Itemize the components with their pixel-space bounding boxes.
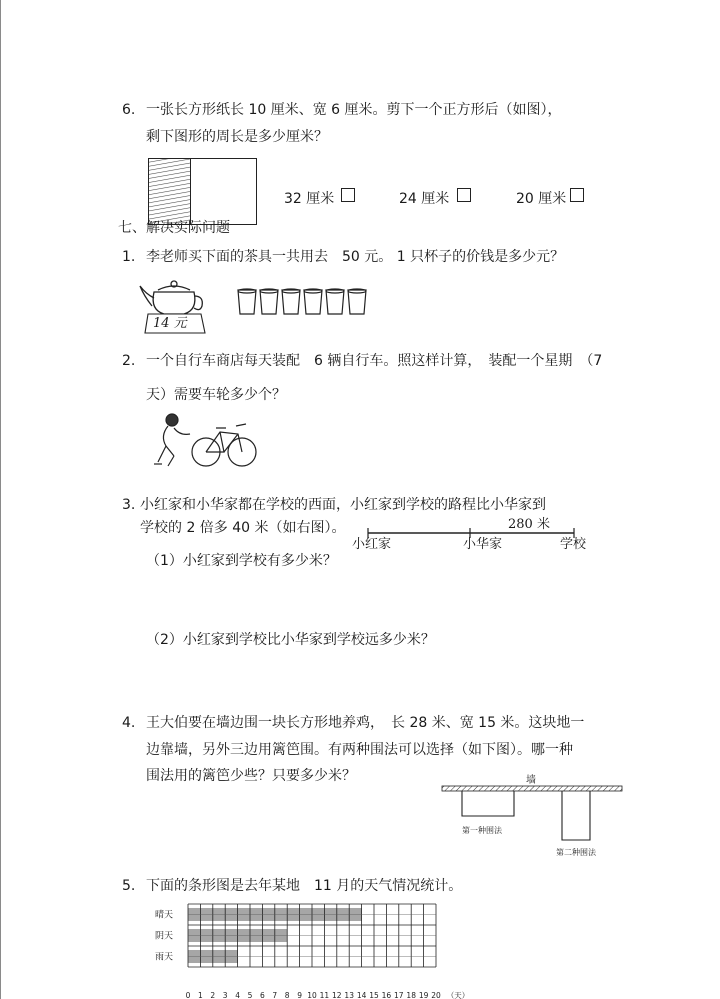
p2-line2: 天）需要车轮多少个？ [146,387,286,403]
p4-number: 4. [122,715,136,731]
category-label: 阴天 [154,931,174,942]
x-unit-label: （天） [446,991,470,999]
method-1-label: 第一种围法 [462,826,502,835]
p3-sub2: （2）小红家到学校比小华家到学校远多少米？ [146,632,435,648]
cup-icon [304,290,322,314]
x-tick-label: 2 [210,991,216,999]
q6-line2: 剩下图形的周长是多少厘米？ [146,129,328,145]
bicycle-assembly-illustration [150,412,260,470]
x-tick-label: 4 [235,991,240,999]
p1-number: 1. [122,249,136,265]
q6-number: 6. [122,102,136,118]
x-tick-label: 15 [369,991,379,999]
p3-number: 3. [122,497,136,513]
weather-bar-chart [140,902,480,999]
cup-icon [282,290,300,314]
x-tick-label: 1 [198,991,203,999]
distance-280m-label: 280 米 [508,517,550,532]
cut-square [149,159,191,225]
p3-sub1: （1）小红家到学校有多少米？ [146,553,337,569]
page-left-edge [0,0,1,999]
p2-number: 2. [122,353,136,369]
teapot-price: 14 元 [153,316,187,331]
category-label: 雨天 [154,952,174,963]
x-tick-label: 8 [284,991,290,999]
x-tick-label: 3 [222,991,228,999]
x-tick-label: 5 [247,991,253,999]
p5-text: 下面的条形图是去年某地 11 月的天气情况统计。 [146,878,463,894]
label-xiaohua-home: 小华家 [463,537,503,552]
method-2-label: 第二种围法 [556,848,596,857]
q6-option-a-label: 32 厘米 [284,191,335,207]
wall-label: 墙 [526,775,536,786]
x-tick-label: 6 [260,991,265,999]
q6-option-c-checkbox[interactable] [570,188,584,202]
x-tick-label: 19 [418,991,429,999]
x-tick-label: 9 [297,991,302,999]
q6-rectangle-figure [148,158,258,226]
x-tick-label: 7 [272,991,278,999]
p4-line1: 王大伯要在墙边围一块长方形地养鸡， 长 28 米、宽 15 米。这块地一 [146,715,585,731]
p5-number: 5. [122,878,136,894]
p2-line1: 一个自行车商店每天装配 6 辆自行车。照这样计算， 装配一个星期 （7 [146,353,603,369]
category-label: 晴天 [154,910,174,921]
q6-option-b-label: 24 厘米 [399,191,450,207]
p3-line2: 学校的 2 倍多 40 米（如右图）。 [140,520,346,536]
q6-option-a-checkbox[interactable] [341,188,355,202]
x-tick-label: 10 [307,991,317,999]
x-tick-label: 13 [344,991,354,999]
x-tick-label: 17 [394,991,404,999]
p3-line1: 小红家和小华家都在学校的西面，小红家到学校的路程比小华家到 [140,497,546,513]
cups-group [236,288,374,318]
fence-method-1 [462,791,514,816]
x-tick-label: 12 [332,991,342,999]
x-tick-label: 18 [406,991,416,999]
label-school: 学校 [560,537,587,552]
q6-line1: 一张长方形纸长 10 厘米、宽 6 厘米。剪下一个正方形后（如图）， [146,102,562,118]
cup-icon [260,290,278,314]
x-tick-label: 14 [356,991,367,999]
p4-line3: 围法用的篱笆少些？只要多少米？ [146,768,356,784]
q6-option-c-label: 20 厘米 [516,191,567,207]
x-tick-label: 0 [185,991,191,999]
cup-icon [238,290,256,314]
cup-icon [348,290,366,314]
p1-text: 李老师买下面的茶具一共用去 50 元。 1 只杯子的价钱是多少元？ [146,249,565,265]
x-tick-label: 16 [381,991,392,999]
x-tick-label: 11 [319,991,330,999]
section-7-title: 七、解决实际问题 [118,220,230,236]
cup-icon [326,290,344,314]
label-xiaohong-home: 小红家 [352,537,392,552]
p4-line2: 边靠墙，另外三边用篱笆围。有两种围法可以选择（如下图）。哪一种 [146,742,573,758]
fence-method-2 [562,791,590,840]
q6-option-b-checkbox[interactable] [457,188,471,202]
x-tick-label: 20 [431,991,441,999]
